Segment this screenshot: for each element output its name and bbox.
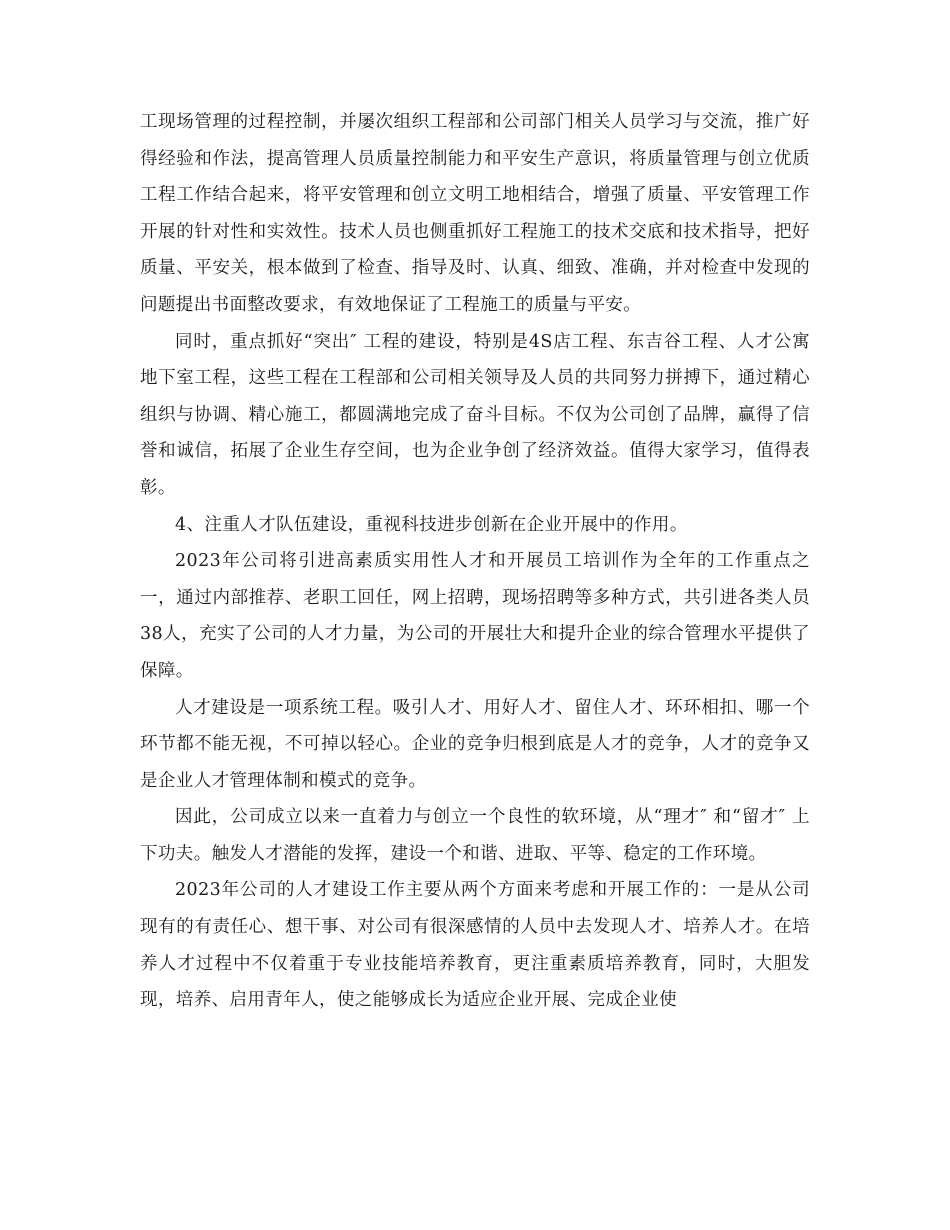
paragraph-6: 因此，公司成立以来一直着力与创立一个良性的软环境，从“理才″ 和“留才″ 上下功夫。触发人才潜能的发挥，建设一个和谐、进取、平等、稳定的工作环境。 [140,807,810,864]
paragraph-3: 4、注重人才队伍建设，重视科技进步创新在企业开展中的作用。 [175,514,688,535]
paragraph-5: 人才建设是一项系统工程。吸引人才、用好人才、留住人才、环环相扣、哪一个环节都不能无视，不可掉以轻心。企业的竞争归根到底是人才的竞争，人才的竞争又是企业人才管理体制和模式的竞争。 [140,697,810,791]
paragraph-1: 工现场管理的过程控制，并屡次组织工程部和公司部门相关人员学习与交流，推广好得经验和作法，提高管理人员质量控制能力和平安生产意识，将质量管理与创立优质工程工作结合起来，将平安管理和创立文明工地相结合，增强了质量、平安管理工作开展的针对性和实效性。技术人员也侧重抓好工程施工的技术交底和技术指导，把好质量、平安关，根本做到了检查、指导及时、认真、细致、准确，并对检查中发现的问题提出书面整改要求，有效地保证了工程施工的质量与平安。 [140,112,810,315]
paragraph-7: 2023年公司的人才建设工作主要从两个方面来考虑和开展工作的：一是从公司现有的有责任心、想干事、对公司有很深感情的人员中去发现人才、培养人才。在培养人才过程中不仅着重于专业技能培养教育，更注重素质培养教育，同时，大胆发现，培养、启用青年人，使之能够成长为适应企业开展、完成企业使 [140,880,810,1011]
paragraph-4: 2023年公司将引进高素质实用性人才和开展员工培训作为全年的工作重点之一，通过内部推荐、老职工回任，网上招聘，现场招聘等多种方式，共引进各类人员38人，充实了公司的人才力量，为公司的开展壮大和提升企业的综合管理水平提供了保障。 [140,551,810,681]
paragraph-2: 同时，重点抓好“突出″ 工程的建设，特别是4S店工程、东吉谷工程、人才公寓地下室工程，这些工程在工程部和公司相关领导及人员的共同努力拼搏下，通过精心组织与协调、精心施工，都圆满地完成了奋斗目标。不仅为公司创了品牌，赢得了信誉和诚信，拓展了企业生存空间，也为企业争创了经济效益。值得大家学习，值得表彰。 [140,331,810,498]
document-body [140,104,810,1019]
